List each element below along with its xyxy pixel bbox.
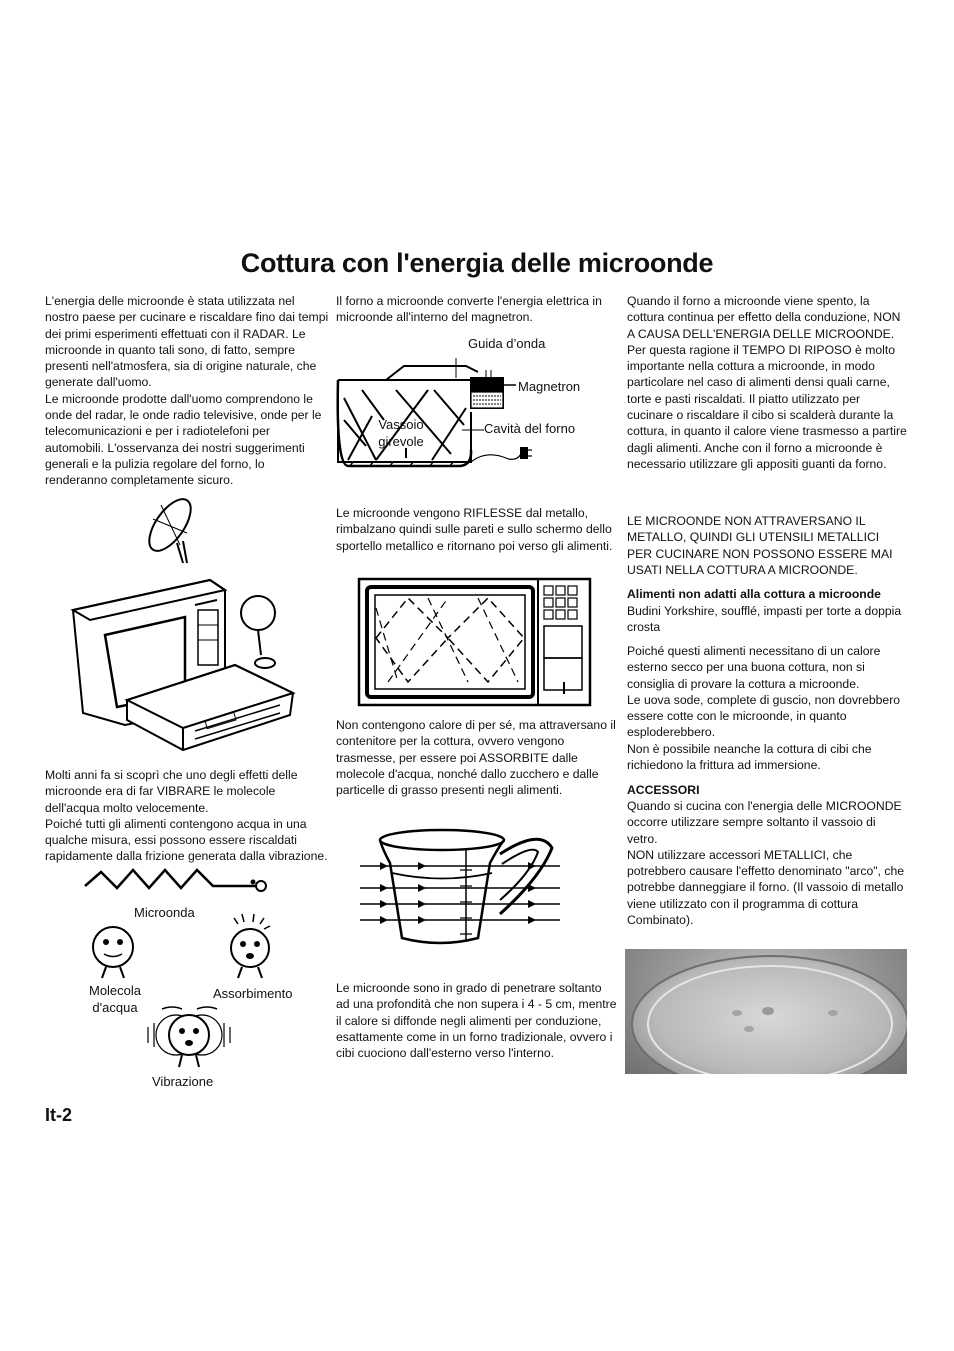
oven-reflection-diagram [358, 578, 591, 706]
vibration-molecule-icon [142, 1005, 237, 1070]
molecule-label: Molecola d'acqua [88, 983, 142, 1015]
accessories-heading: ACCESSORI [627, 783, 700, 797]
magnetron-label: Magnetron [518, 379, 581, 394]
dry-heat-paragraph: Poiché questi alimenti necessitano di un calore esterno secco per una buona cottura, non si consiglia di provare la cottura a microonde. Le uova sode, complete di guscio, non dovrebbero essere cotte con le microonde, in quanto esploderebbero. Non è possibile neanche la cottura di cibi che richiedono la frittura ad immersione. [627, 644, 901, 773]
turntable-label: Vassoio girevole [378, 417, 424, 449]
glass-tray-photo [625, 949, 907, 1074]
waveguide-label: Guida d’onda [468, 336, 546, 351]
col1-vibrate: Molti anni fa si scoprì che uno degli effetti delle microonde era di far VIBRARE le molecole dell'acqua molto velocemente. Poiché tutti gli alimenti contengono acqua in una qualche misura, essi possono essere riscaldati rapidamente dalla frizione generata dalla vibrazione. [45, 768, 328, 864]
water-molecule-icon [88, 922, 138, 982]
microwave-label: Microonda [134, 905, 195, 920]
magnetron-paragraph: Il forno a microonde converte l'energia elettrica in microonde all'interno del magnetron. [336, 294, 602, 325]
reflect-paragraph: Le microonde vengono RIFLESSE dal metallo, rimbalzano quindi sulle pareti e sullo schermo dello sportello metallico e ritornano poi verso gli alimenti. [336, 506, 613, 553]
cavity-label: Cavità del forno [484, 421, 576, 436]
col1-intro: L'energia delle microonde è stata utilizzata nel nostro paese per cucinare e riscaldare fino dai tempi dei primi esperimenti effettuati con il RADAR. Le microonde in quanto tali sono, di fatto, sempre presenti nell'atmosfera, sia di origine naturale, che generate dall'uomo. Le microonde prodotte dall'uomo comprendono le onde del radar, le onde radio televisive, onde per le telecomunicazioni e per i radiotelefoni per automobili. L'osservanza dei nostri suggerimenti generali e la pulizia regolare del forno, lo renderanno completamente sicuro. [45, 294, 329, 488]
broadcast-illustration [65, 495, 305, 755]
page-number: It-2 [45, 1105, 72, 1125]
absorption-molecule-icon [220, 912, 280, 982]
unsuitable-foods-heading: Alimenti non adatti alla cottura a microonde [627, 587, 881, 601]
metal-warning-paragraph: LE MICROONDE NON ATTRAVERSANO IL METALLO, QUINDI GLI UTENSILI METALLICI PER CUCINARE NON POSSONO ESSERE MAI USATI NELLA COTTURA A MICROONDE. [627, 514, 893, 577]
glass-tray-icon [625, 949, 907, 1074]
vibration-label: Vibrazione [152, 1074, 214, 1089]
depth-paragraph: Le microonde sono in grado di penetrare soltanto ad una profondità che non supera i 4 - 5 cm, mentre il calore si diffonde negli alimenti per conduzione, esattamente come in un forno tradizionale, ovvero i cibi cuociono dall'esterno verso l'interno. [336, 981, 617, 1061]
absorption-label: Assorbimento [213, 986, 293, 1001]
page-title: Cottura con l'energia delle microonde [240, 248, 714, 278]
heat-paragraph: Non contengono calore di per sé, ma attraversano il contenitore per la cottura, ovvero vengono trasmesse, per essere poi ASSORBITE dalle molecole d'acqua, nonché dallo zucchero e dalle particelle di grasso presenti negli alimenti. [336, 718, 616, 798]
oven-cross-section-diagram [336, 350, 546, 475]
accessories-paragraph: Quando si cucina con l'energia delle MICROONDE occorre utilizzare sempre soltanto il vassoio di vetro. NON utilizzare accessori METALLICI, che potrebbero causare l'effetto denominato "arco", che potrebbe danneggiare il forno. (Il vassoio di metallo viene utilizzato con il programma di cottura Combinato). [627, 799, 905, 928]
unsuitable-foods-text: Budini Yorkshire, soufflé, impasti per torte a doppia crosta [627, 604, 902, 635]
standing-time-paragraph: Quando il forno a microonde viene spento, la cottura continua per effetto della conduzione, NON A CAUSA DELL'ENERGIA DELLE MICROONDE. Per questa ragione il TEMPO DI RIPOSO è molto importante nella cottura a microonde, in modo particolare nel caso di alimenti densi quali carne, torte e pasti riscaldati. Il piatto utilizzato per cucinare o riscaldare il cibo si scalderà durante la cottura, in quanto il calore viene trasmesso a partire dagli alimenti. Anche con il forno a microonde è necessario utilizzare gli appositi guanti da forno. [627, 294, 907, 471]
measuring-jug-diagram [360, 818, 560, 958]
microwave-wave-icon [85, 860, 285, 900]
